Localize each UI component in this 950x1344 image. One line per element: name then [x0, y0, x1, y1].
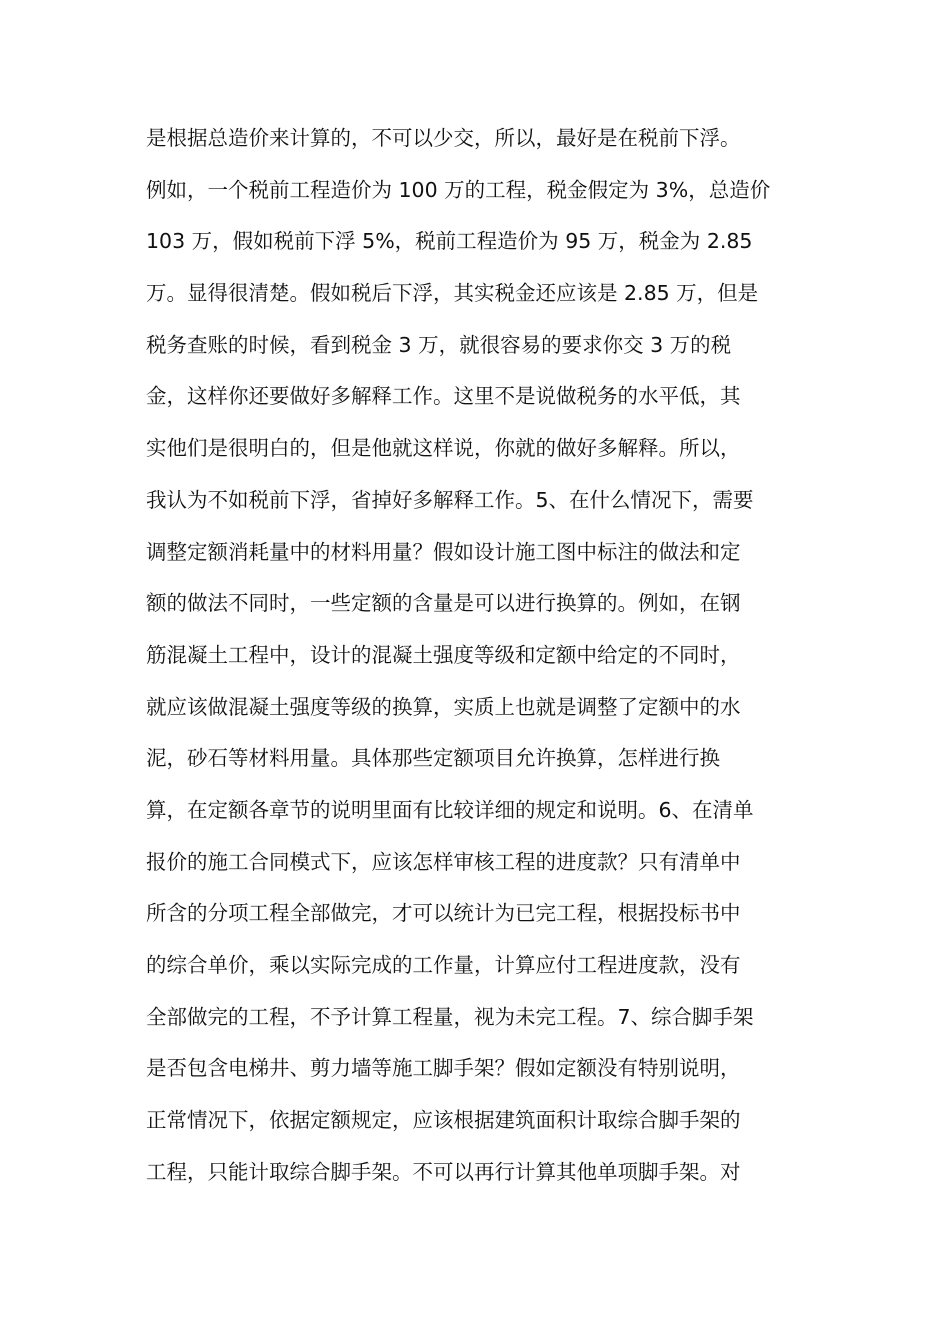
text-line: 税务查账的时候，看到税金 3 万，就很容易的要求你交 3 万的税: [146, 332, 732, 357]
text-line: 是否包含电梯井、剪力墙等施工脚手架？假如定额没有特别说明，: [146, 1056, 741, 1081]
text-line: 就应该做混凝土强度等级的换算，实质上也就是调整了定额中的水: [146, 694, 741, 719]
text-line: 泥，砂石等材料用量。具体那些定额项目允许换算，怎样进行换: [146, 746, 720, 771]
text-line: 万。显得很清楚。假如税后下浮，其实税金还应该是 2.85 万，但是: [146, 281, 759, 306]
text-line: 例如，一个税前工程造价为 100 万的工程，税金假定为 3%，总造价: [146, 177, 771, 202]
text-line: 额的做法不同时，一些定额的含量是可以进行换算的。例如，在钢: [146, 591, 741, 616]
text-line: 调整定额消耗量中的材料用量？假如设计施工图中标注的做法和定: [146, 539, 741, 564]
text-line: 算，在定额各章节的说明里面有比较详细的规定和说明。6、在清单: [146, 797, 754, 822]
text-line: 103 万，假如税前下浮 5%，税前工程造价为 95 万，税金为 2.85: [146, 229, 753, 254]
text-line: 所含的分项工程全部做完，才可以统计为已完工程，根据投标书中: [146, 901, 741, 926]
text-line: 我认为不如税前下浮，省掉好多解释工作。5、在什么情况下，需要: [146, 487, 754, 512]
text-line: 实他们是很明白的，但是他就这样说，你就的做好多解释。所以，: [146, 436, 741, 461]
text-line: 的综合单价，乘以实际完成的工作量，计算应付工程进度款，没有: [146, 953, 741, 977]
text-line: 工程，只能计取综合脚手架。不可以再行计算其他单项脚手架。对: [146, 1159, 741, 1184]
text-line: 金，这样你还要做好多解释工作。这里不是说做税务的水平低，其: [146, 384, 741, 409]
text-line: 全部做完的工程，不予计算工程量，视为未完工程。7、综合脚手架: [146, 1004, 754, 1029]
text-line: 筋混凝土工程中，设计的混凝土强度等级和定额中给定的不同时，: [146, 642, 741, 667]
body-text: [146, 118, 816, 1203]
text-line: 报价的施工合同模式下，应该怎样审核工程的进度款？只有清单中: [146, 849, 741, 874]
text-line: 是根据总造价来计算的，不可以少交，所以，最好是在税前下浮。: [146, 126, 741, 150]
text-line: 正常情况下，依据定额规定，应该根据建筑面积计取综合脚手架的: [146, 1108, 741, 1133]
